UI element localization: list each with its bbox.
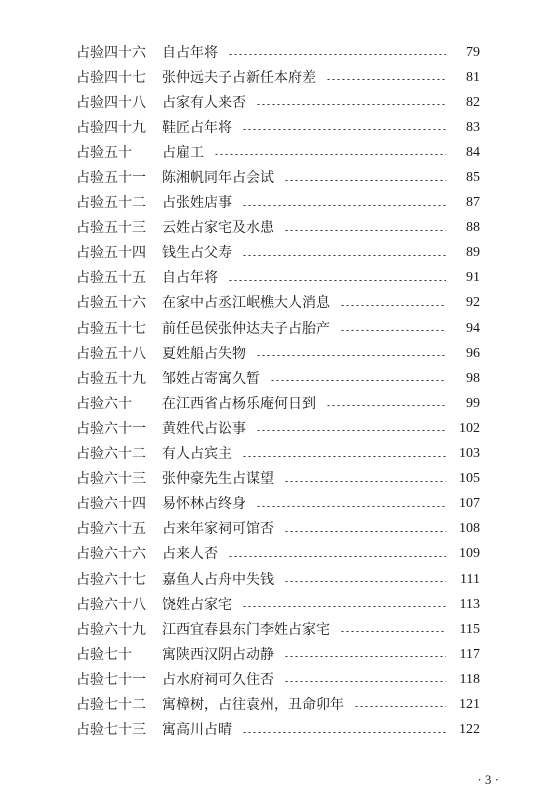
- toc-entry: [76, 90, 480, 115]
- dot-leader: [284, 681, 446, 682]
- entry-title: 占张姓店事: [162, 195, 232, 212]
- entry-page: 115: [459, 621, 480, 637]
- dot-leader: [340, 330, 446, 331]
- entry-number: 占验六十九: [76, 621, 146, 638]
- entry-number: 占验七十一: [76, 671, 146, 688]
- entry-number: 占验四十六: [76, 44, 146, 61]
- entry-page: 122: [459, 722, 480, 738]
- dot-leader: [284, 531, 446, 532]
- entry-page: 117: [459, 646, 480, 662]
- dot-leader: [284, 656, 446, 657]
- dot-leader: [340, 305, 446, 306]
- entry-page: 81: [466, 69, 480, 85]
- toc-entry: [76, 165, 480, 190]
- entry-page: 121: [459, 696, 480, 712]
- entry-title: 邹姓占寄寓久暂: [162, 370, 260, 387]
- entry-page: 108: [459, 521, 480, 537]
- entry-title: 饶姓占家宅: [162, 596, 232, 613]
- toc-entry: [76, 115, 480, 140]
- entry-title: 在江西省占杨乐庵何日到: [162, 395, 316, 412]
- entry-number: 占验五十三: [76, 220, 146, 237]
- dot-leader: [256, 506, 446, 507]
- entry-title: 夏姓船占失物: [162, 345, 246, 362]
- entry-title: 寓陕西汉阴占动静: [162, 646, 274, 663]
- dot-leader: [242, 606, 446, 607]
- entry-page: 113: [459, 596, 480, 612]
- entry-number: 占验五十七: [76, 320, 146, 337]
- dot-leader: [340, 631, 446, 632]
- entry-page: 92: [466, 295, 480, 311]
- toc-entry: [76, 216, 480, 241]
- dot-leader: [242, 255, 446, 256]
- toc-entry: [76, 617, 480, 642]
- entry-title: 有人占宾主: [162, 446, 232, 463]
- entry-title: 占雇工: [162, 144, 204, 161]
- entry-page: 94: [466, 320, 480, 336]
- dot-leader: [256, 430, 446, 431]
- dot-leader: [242, 456, 446, 457]
- entry-number: 占验六十四: [76, 496, 146, 513]
- dot-leader: [284, 180, 446, 181]
- toc-entry: [76, 291, 480, 316]
- toc-entry: [76, 366, 480, 391]
- entry-page: 91: [466, 270, 480, 286]
- dot-leader: [228, 54, 446, 55]
- entry-number: 占验五十六: [76, 295, 146, 312]
- entry-title: 寓高川占晴: [162, 722, 232, 739]
- entry-title: 易怀林占终身: [162, 496, 246, 513]
- toc-entry: [76, 442, 480, 467]
- entry-number: 占验五十五: [76, 270, 146, 287]
- entry-title: 云姓占家宅及水患: [162, 220, 274, 237]
- entry-page: 107: [459, 496, 480, 512]
- dot-leader: [242, 129, 446, 130]
- entry-page: 89: [466, 245, 480, 261]
- entry-number: 占验六十二: [76, 446, 146, 463]
- entry-number: 占验六十七: [76, 571, 146, 588]
- dot-leader: [326, 79, 446, 80]
- toc-entry: [76, 266, 480, 291]
- entry-title: 陈湘帆同年占会试: [162, 170, 274, 187]
- entry-number: 占验六十: [76, 395, 132, 412]
- table-of-contents: [76, 40, 480, 743]
- entry-title: 鞋匠占年将: [162, 119, 232, 136]
- entry-title: 张仲豪先生占谋望: [162, 471, 274, 488]
- toc-entry: [76, 567, 480, 592]
- entry-title: 张仲远夫子占新任本府差: [162, 69, 316, 86]
- entry-title: 前任邑侯张仲达夫子占胎产: [162, 320, 330, 337]
- entry-number: 占验六十八: [76, 596, 146, 613]
- entry-number: 占验五十二: [76, 195, 146, 212]
- entry-page: 103: [459, 446, 480, 462]
- entry-title: 钱生占父寿: [162, 245, 232, 262]
- entry-number: 占验五十四: [76, 245, 146, 262]
- entry-title: 嘉鱼人占舟中失钱: [162, 571, 274, 588]
- toc-entry: [76, 341, 480, 366]
- entry-title: 江西宜春县东门李姓占家宅: [162, 621, 330, 638]
- toc-entry: [76, 592, 480, 617]
- entry-title: 占来年家祠可馆否: [162, 521, 274, 538]
- toc-entry: [76, 517, 480, 542]
- dot-leader: [242, 205, 446, 206]
- entry-number: 占验七十: [76, 646, 132, 663]
- dot-leader: [284, 230, 446, 231]
- entry-number: 占验七十三: [76, 722, 146, 739]
- toc-entry: [76, 241, 480, 266]
- toc-entry: [76, 667, 480, 692]
- toc-entry: [76, 718, 480, 743]
- entry-number: 占验七十二: [76, 696, 146, 713]
- entry-page: 105: [459, 471, 480, 487]
- entry-number: 占验四十九: [76, 119, 146, 136]
- entry-number: 占验四十七: [76, 69, 146, 86]
- entry-number: 占验五十: [76, 144, 132, 161]
- entry-title: 自占年将: [162, 270, 218, 287]
- toc-entry: [76, 692, 480, 717]
- toc-entry: [76, 467, 480, 492]
- entry-number: 占验六十一: [76, 420, 146, 437]
- toc-entry: [76, 140, 480, 165]
- dot-leader: [270, 380, 446, 381]
- dot-leader: [284, 481, 446, 482]
- toc-entry: [76, 416, 480, 441]
- entry-page: 96: [466, 345, 480, 361]
- entry-page: 98: [466, 370, 480, 386]
- entry-title: 占家有人来否: [162, 94, 246, 111]
- toc-entry: [76, 65, 480, 90]
- entry-page: 79: [466, 44, 480, 60]
- dot-leader: [326, 405, 446, 406]
- entry-number: 占验五十九: [76, 370, 146, 387]
- entry-number: 占验六十三: [76, 471, 146, 488]
- toc-entry: [76, 542, 480, 567]
- toc-entry: [76, 40, 480, 65]
- entry-page: 118: [459, 671, 480, 687]
- dot-leader: [256, 355, 446, 356]
- entry-page: 84: [466, 144, 480, 160]
- entry-page: 88: [466, 220, 480, 236]
- entry-title: 占水府祠可久住否: [162, 671, 274, 688]
- toc-entry: [76, 391, 480, 416]
- dot-leader: [256, 104, 446, 105]
- entry-number: 占验五十八: [76, 345, 146, 362]
- entry-page: 99: [466, 395, 480, 411]
- entry-page: 83: [466, 119, 480, 135]
- entry-page: 82: [466, 94, 480, 110]
- dot-leader: [214, 154, 446, 155]
- page-number: · 3 ·: [477, 772, 499, 787]
- entry-page: 111: [460, 571, 480, 587]
- dot-leader: [242, 732, 446, 733]
- entry-number: 占验六十五: [76, 521, 146, 538]
- entry-title: 占来人否: [162, 546, 218, 563]
- entry-title: 在家中占丞江岷樵大人消息: [162, 295, 330, 312]
- dot-leader: [228, 280, 446, 281]
- entry-page: 85: [466, 170, 480, 186]
- toc-entry: [76, 642, 480, 667]
- toc-entry: [76, 492, 480, 517]
- dot-leader: [354, 706, 446, 707]
- entry-title: 自占年将: [162, 44, 218, 61]
- entry-page: 87: [466, 195, 480, 211]
- entry-number: 占验五十一: [76, 170, 146, 187]
- entry-title: 寓樟树，占往袁州，丑命卯年: [162, 696, 344, 713]
- entry-page: 102: [459, 420, 480, 436]
- dot-leader: [228, 556, 446, 557]
- entry-title: 黄姓代占讼事: [162, 420, 246, 437]
- entry-number: 占验六十六: [76, 546, 146, 563]
- entry-page: 109: [459, 546, 480, 562]
- entry-number: 占验四十八: [76, 94, 146, 111]
- toc-entry: [76, 316, 480, 341]
- toc-entry: [76, 191, 480, 216]
- dot-leader: [284, 581, 446, 582]
